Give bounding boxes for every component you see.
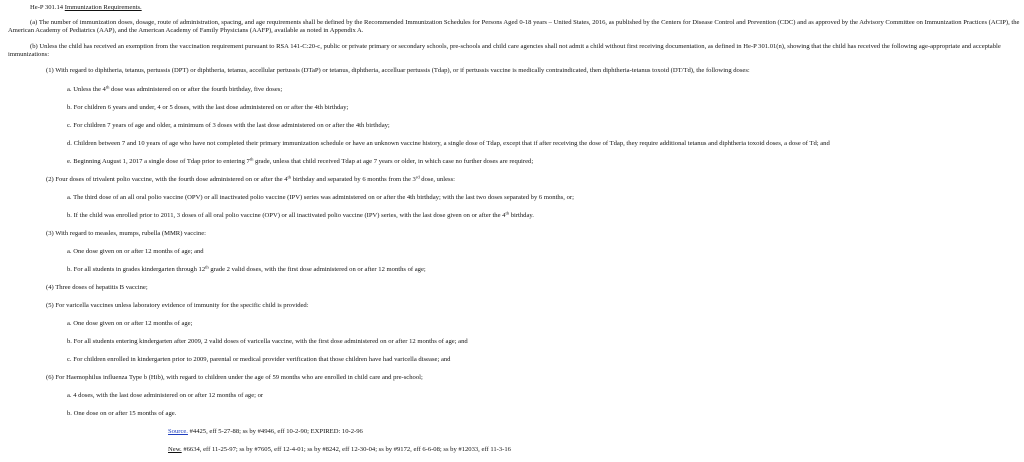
item-2: (2) Four doses of trivalent polio vaccine, with the fourth dose administered on or after the 4th birthday and separated by 6 months from the 3rd dose, unless:	[46, 174, 455, 183]
item-2a: a. The third dose of an all oral polio vaccine (OPV) or all inactivated polio vaccine (IPV) series was administered on or after the 4th birthday; with the last two doses separated by 6 months, or;	[67, 194, 574, 201]
paragraph-b: (b) Unless the child has received an exemption from the vaccination requirement pursuant to RSA 141-C:20-c, public or private primary or secondary schools, pre-schools and child care agencies shall not admit a child without first receiving documentation, as defined in He-P 301.01(n), showing that the child has received the following age-appropriate and acceptable immunizations:	[8, 43, 1001, 58]
section-heading: He-P 301.14 Immunization Requirements.	[30, 4, 142, 11]
item-1d: d. Children between 7 and 10 years of age who have not completed their primary immunization schedule or have an unknown vaccine history, a single dose of Tdap, except that if after receiving the dose of Tdap, they require additional tetanus and diphtheria toxoid doses, a dose of Td; and	[67, 140, 830, 147]
paragraph-a: (a) The number of immunization doses, dosage, route of administration, spacing, and age requirements shall be defined by the Recommended Immunization Schedules for Persons Aged 0-18 years – United States, 2016, as published by the Centers for Disease Control and Prevention (CDC) and as approved by the Advisory Committee on Immunization Practices (ACIP), the American Academy of Pediatrics (AAP), and the American Academy of Family Physicians (AAFP), available as noted in Appendix A.	[8, 19, 1020, 34]
item-1c: c. For children 7 years of age and older, a minimum of 3 doses with the last dose administered on or after the 4th birthday;	[67, 122, 390, 129]
new-label: New.	[168, 446, 182, 453]
new-note: New. #6634, eff 11-25-97; ss by #7605, eff 12-4-01; ss by #8242, eff 12-30-04; ss by #9172, eff 6-6-08; ss by #12033, eff 11-3-16	[168, 446, 511, 453]
item-3a: a. One dose given on or after 12 months of age; and	[67, 248, 204, 255]
item-5: (5) For varicella vaccines unless laboratory evidence of immunity for the specific child is provided:	[46, 302, 309, 309]
item-5c: c. For children enrolled in kindergarten prior to 2009, parental or medical provider verification that those children have had varicella disease; and	[67, 356, 451, 363]
item-5b: b. For all students entering kindergarten after 2009, 2 valid doses of varicella vaccine, with the first dose administered on or after 12 months of age; and	[67, 338, 468, 345]
source-note: Source. #4425, eff 5-27-88; ss by #4946, eff 10-2-90; EXPIRED: 10-2-96	[168, 428, 363, 435]
section-title: Immunization Requirements.	[64, 4, 142, 11]
item-1e: e. Beginning August 1, 2017 a single dose of Tdap prior to entering 7th grade, unless that child received Tdap at age 7 years or older, in which case no further doses are required;	[67, 156, 534, 165]
item-1b: b. For children 6 years and under, 4 or 5 doses, with the last dose administered on or after the 4th birthday;	[67, 104, 349, 111]
item-1a: a. Unless the 4th dose was administered on or after the fourth birthday, five doses;	[67, 84, 283, 93]
item-2b: b. If the child was enrolled prior to 2011, 3 doses of all oral polio vaccine (OPV) or all inactivated polio vaccine (IPV) series, with the last dose given on or after the 4th birthday.	[67, 210, 534, 219]
item-3: (3) With regard to measles, mumps, rubella (MMR) vaccine:	[46, 230, 207, 237]
item-6a: a. 4 doses, with the last dose administered on or after 12 months of age; or	[67, 392, 264, 399]
item-1: (1) With regard to diphtheria, tetanus, pertussis (DPT) or diphtheria, tetanus, accellular pertussis (DTaP) or tetanus, diphtheria, accelluar pertussis (Tdap), or if pertussis vaccine is medically contraindicated, then diphtheria-tetanus toxoid (DT/Td), the following doses:	[46, 67, 750, 74]
item-6b: b. One dose on or after 15 months of age.	[67, 410, 177, 417]
item-3b: b. For all students in grades kindergarten through 12th grade 2 valid doses, with the first dose administered on or after 12 months of age;	[67, 264, 426, 273]
item-6: (6) For Haemophilus influenza Type b (Hib), with regard to children under the age of 59 months who are enrolled in child care and pre-school;	[46, 374, 423, 381]
source-link[interactable]: Source.	[168, 428, 188, 435]
item-5a: a. One dose given on or after 12 months of age;	[67, 320, 193, 327]
item-4: (4) Three doses of hepatitis B vaccine;	[46, 284, 148, 291]
